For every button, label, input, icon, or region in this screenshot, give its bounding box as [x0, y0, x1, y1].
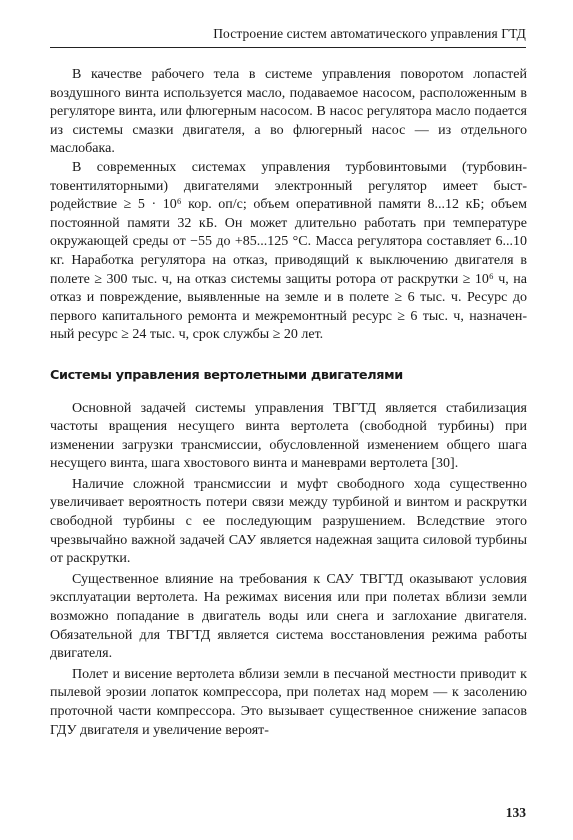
paragraph: Полет и висение вертолета вблизи земли в песчаной местности приводит к пылевой эрозии лопаток компрессора, при полетах над морем — к засолению проточной части компрессора. Это вызывает существенное снижение запасов ГДУ двигателя и увеличение вероят-	[50, 666, 527, 738]
paragraph: Наличие сложной трансмиссии и муфт свободного хода существенно увеличивает вероятность потери связи между турбиной и винтом и раскрутки свободной турбины с ее последующим разрушением. Вследствие этого чрезвычайно важной задачей САУ является надежная защита силовой турбины от раскрутки.	[50, 476, 527, 567]
paragraph: Основной задачей системы управления ТВГТД является стабилизация частоты вращения несущего винта вертолета (свободной турбины) при изменении загрузки трансмиссии, обусловленной изменением общего шага несущего винта, шага хвостового винта и маневрами вертолета [30].	[50, 400, 527, 472]
section-body	[50, 400, 527, 741]
paragraph: Существенное влияние на требования к САУ ТВГТД оказывают условия эксплуатации вертолета. На режимах висения или при полетах вблизи земли возможно попадание в двигатель воды или снега и заглохание двигателя. Обязательной для ТВГТД является система восстановления режима работы двигателя.	[50, 571, 527, 662]
page-number: 133	[505, 805, 526, 820]
running-header: Построение систем автоматического управления ГТД	[50, 26, 526, 48]
section-heading: Системы управления вертолетными двигателями	[50, 367, 403, 383]
paragraph: В качестве рабочего тела в системе управления поворотом лопастей воздушного винта используется масло, подаваемое насосом, расположенным в регуляторе винта, или флюгерным насосом. В насос регулятора масло подается из системы смазки двигателя, а во флюгерный насос — из отдельного маслобака.	[50, 67, 527, 157]
page-body	[50, 66, 527, 740]
paragraph: В современных системах управления турбовинтовыми (турбовинтовентиляторными) двигателями электронный регулятор имеет быстродействие ≥ 5 · 10⁶ кор. оп/с; объем оперативной памяти 8...12 кБ; объем постоянной памяти 32 кБ. Он может длительно работать при температуре окружающей среды от −55 до +85...125 °С. Масса регулятора составляет 6...10 кг. Наработка регулятора на отказ, приводящий к выключению двигателя в полете ≥ 300 тыс. ч, на отказ системы защиты ротора от раскрутки ≥ 10⁶ ч, на отказ и повреждение, выявленные на земле и в полете ≥ 6 тыс. ч. Ресурс до первого капитального ремонта и межремонтный ресурс ≥ 6 тыс. ч, назначенный ресурс ≥ 24 тыс. ч, срок службы ≥ 20 лет.	[50, 159, 527, 343]
